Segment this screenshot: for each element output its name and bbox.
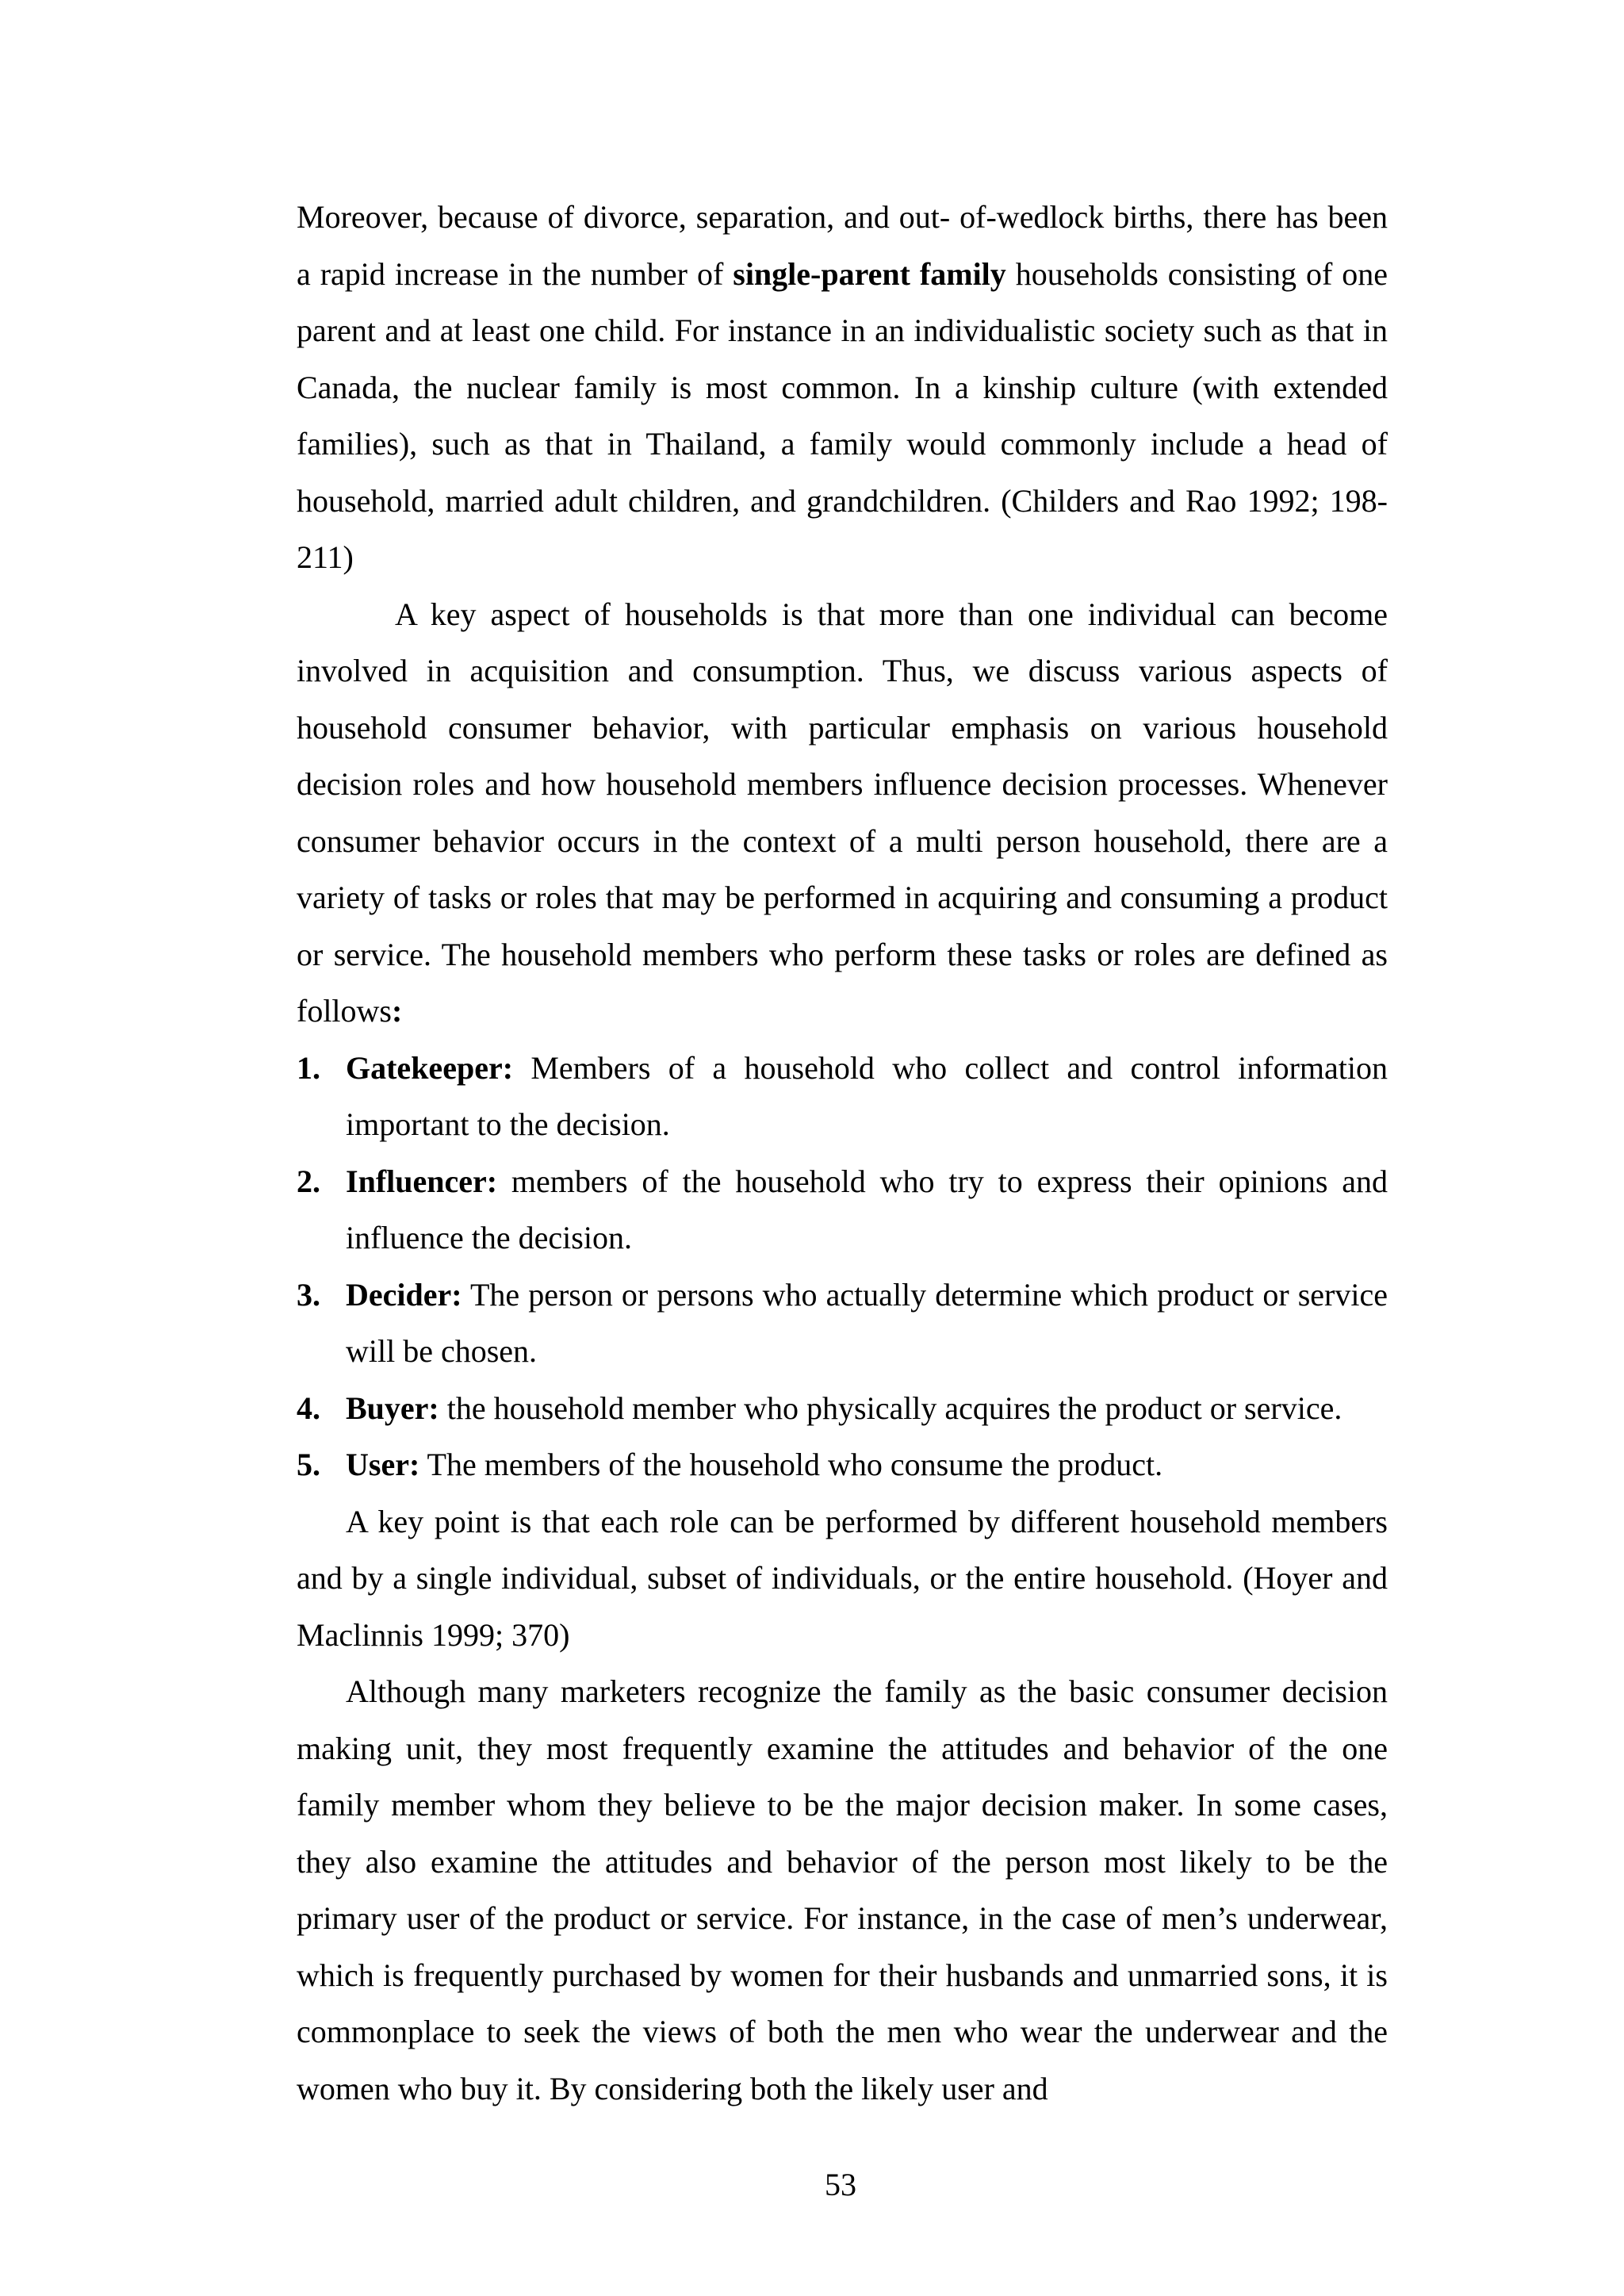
role-term: Gatekeeper: [346,1049,514,1086]
paragraph-key-point [297,1493,1388,1664]
list-item-user [297,1436,1388,1493]
paragraph-text: A key point is that each role can be performed by different household members and by a single individual, subset of individuals, or the entire household. (Hoyer and Maclinnis 1999; 370) [297,1503,1388,1653]
role-term: Decider: [346,1276,462,1313]
role-description: the household member who physically acquires the product or service. [439,1389,1342,1426]
paragraph-single-parent-family [297,189,1388,586]
paragraph-marketers [297,1663,1388,2117]
bold-term-single-parent-family: single-parent family [733,255,1006,292]
paragraph-text: A key aspect of households is that more than one individual can become involved in acquisition and consumption. Thus, we discuss various aspects of household consumer behavior, with particular emphasis on various household decision roles and how household members influence decision processes. Whenever consumer behavior occurs in the context of a multi person household, there are a variety of tasks or roles that may be performed in acquiring and consuming a product or service. The household members who perform these tasks or roles are defined as follows [297,596,1388,1029]
page-number: 53 [825,2167,856,2202]
paragraph-text: Moreover, because of divorce, separation, and out- of-wedlock births, there has been a rapid increase in the number of [297,199,1388,292]
list-number: 4. [297,1389,320,1426]
bold-colon: : [392,993,403,1029]
list-number: 2. [297,1163,320,1199]
role-description: Members of a household who collect and control information important to the decision. [346,1049,1388,1142]
list-number: 1. [297,1049,320,1086]
paragraph-household-roles-intro [297,586,1388,1040]
role-description: The members of the household who consume the product. [419,1447,1163,1482]
paragraph-text: households consisting of one parent and at least one child. For instance in an individualistic society such as that in Canada, the nuclear family is most common. In a kinship culture (with extended families), such as that in Thailand, a family would commonly include a head of household, married adult children, and grandchildren. (Childers and Rao 1992; 198-211) [297,255,1388,575]
role-description: members of the household who try to express their opinions and influence the decision. [346,1163,1388,1255]
list-item-buyer [297,1380,1388,1437]
role-term: User: [346,1447,420,1482]
list-item-decider [297,1267,1388,1380]
role-description: The person or persons who actually determine which product or service will be chosen. [346,1276,1388,1369]
role-term: Influencer: [346,1163,498,1199]
list-number: 5. [297,1447,320,1482]
list-item-gatekeeper [297,1040,1388,1153]
list-item-influencer [297,1153,1388,1267]
role-term: Buyer: [346,1389,439,1426]
body-text [297,189,1388,2117]
paragraph-text: Although many marketers recognize the family as the basic consumer decision making unit, they most frequently examine the attitudes and behavior of the one family member whom they believe to be the major decision maker. In some cases, they also examine the attitudes and behavior of the person most likely to be the primary user of the product or service. For instance, in the case of men’s underwear, which is frequently purchased by women for their husbands and unmarried sons, it is commonplace to seek the views of both the men who wear the underwear and the women who buy it. By considering both the likely user and [297,1673,1388,2106]
list-number: 3. [297,1276,320,1313]
